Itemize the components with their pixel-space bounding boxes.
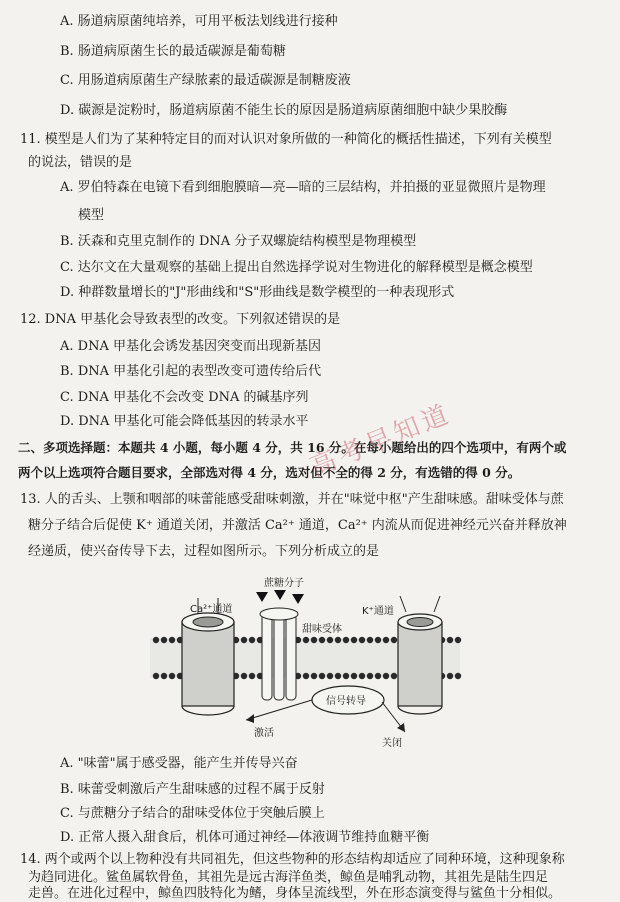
q13-option-c: C. 与蔗糖分子结合的甜味受体位于突触后膜上 bbox=[60, 806, 325, 821]
q10-option-c: C. 用肠道病原菌生产绿脓素的最适碳源是制糖废液 bbox=[60, 73, 351, 88]
q12-option-c: C. DNA 甲基化不会改变 DNA 的碱基序列 bbox=[60, 390, 309, 405]
label-activate: 激活 bbox=[254, 728, 274, 739]
taste-cell-diagram bbox=[150, 578, 460, 750]
ca-channel bbox=[182, 598, 234, 715]
q11-option-c: C. 达尔文在大量观察的基础上提出自然选择学说对生物进化的解释模型是概念模型 bbox=[60, 260, 533, 275]
q13-option-b: B. 味蕾受刺激后产生甜味感的过程不属于反射 bbox=[60, 782, 325, 797]
q13-option-d: D. 正常人摄入甜食后，机体可通过神经—体液调节维持血糖平衡 bbox=[60, 830, 430, 845]
q12-option-b: B. DNA 甲基化引起的表型改变可遗传给后代 bbox=[60, 364, 322, 379]
q11-option-a-cont: 模型 bbox=[78, 208, 105, 223]
q12-option-a: A. DNA 甲基化会诱发基因突变而出现新基因 bbox=[60, 339, 321, 354]
q11-option-b: B. 沃森和克里克制作的 DNA 分子双螺旋结构模型是物理模型 bbox=[60, 234, 417, 249]
q10-option-d: D. 碳源是淀粉时，肠道病原菌不能生长的原因是肠道病原菌细胞中缺少果胶酶 bbox=[60, 103, 508, 118]
label-ca-channel: Ca²⁺通道 bbox=[190, 604, 233, 615]
label-signal: 信号转导 bbox=[326, 696, 366, 707]
q11-stem-line2: 的说法，错误的是 bbox=[28, 155, 133, 170]
q13-stem-line3: 经递质，使兴奋传导下去，过程如图所示。下列分析成立的是 bbox=[28, 544, 380, 559]
section2-header-line2: 两个以上选项符合题目要求，全部选对得 4 分，选对但不全的得 2 分，有选错的得 0 分。 bbox=[18, 465, 521, 480]
label-sucrose: 蔗糖分子 bbox=[264, 578, 304, 589]
q12-option-d: D. DNA 甲基化可能会降低基因的转录水平 bbox=[60, 414, 309, 429]
k-channel bbox=[398, 596, 442, 714]
q14-line2: 为趋同进化。鲨鱼属软骨鱼，其祖先是远古海洋鱼类，鲸鱼是哺乳动物，其祖先是陆生四足 bbox=[28, 870, 549, 885]
q11-stem-line1: 11. 模型是人们为了某种特定目的而对认识对象所做的一种简化的概括性描述，下列有关模型 bbox=[20, 132, 552, 147]
q10-option-b: B. 肠道病原菌生长的最适碳源是葡萄糖 bbox=[60, 44, 286, 59]
q12-stem: 12. DNA 甲基化会导致表型的改变。下列叙述错误的是 bbox=[20, 312, 341, 327]
label-close: 关闭 bbox=[382, 738, 402, 749]
q10-option-a: A. 肠道病原菌纯培养，可用平板法划线进行接种 bbox=[60, 14, 338, 29]
q14-line1: 14. 两个或两个以上物种没有共同祖先，但这些物种的形态结构却适应了同种环境，这种现象称 bbox=[20, 852, 565, 867]
label-receptor: 甜味受体 bbox=[302, 624, 342, 635]
label-k-channel: K⁺通道 bbox=[362, 606, 394, 617]
q13-option-a: A. "味蕾"属于感受器，能产生并传导兴奋 bbox=[60, 756, 298, 771]
q11-option-a: A. 罗伯特森在电镜下看到细胞膜暗—亮—暗的三层结构，并拍摄的亚显微照片是物理 bbox=[60, 180, 546, 195]
section2-header-line1: 二、多项选择题：本题共 4 小题，每小题 4 分，共 16 分。在每小题给出的四个选项中，有两个或 bbox=[18, 440, 567, 455]
q11-option-d: D. 种群数量增长的"J"形曲线和"S"形曲线是数学模型的一种表现形式 bbox=[60, 285, 455, 300]
watermark-stamp: 高考早知道 bbox=[305, 398, 457, 483]
sweet-receptor bbox=[260, 608, 298, 700]
q13-stem-line1: 13. 人的舌头、上颚和咽部的味蕾能感受甜味刺激，并在"味觉中枢"产生甜味感。甜味受体与蔗 bbox=[20, 492, 564, 507]
q13-stem-line2: 糖分子结合后促使 K⁺ 通道关闭，并激活 Ca²⁺ 通道，Ca²⁺ 内流从而促进神经元兴奋并释放神 bbox=[28, 518, 567, 533]
q14-line3: 走兽。在进化过程中，鲸鱼四肢特化为鳍，身体呈流线型，外在形态演变得与鲨鱼十分相似。 bbox=[28, 886, 562, 901]
activate-arrow bbox=[246, 700, 312, 720]
sucrose-molecules bbox=[256, 590, 304, 604]
